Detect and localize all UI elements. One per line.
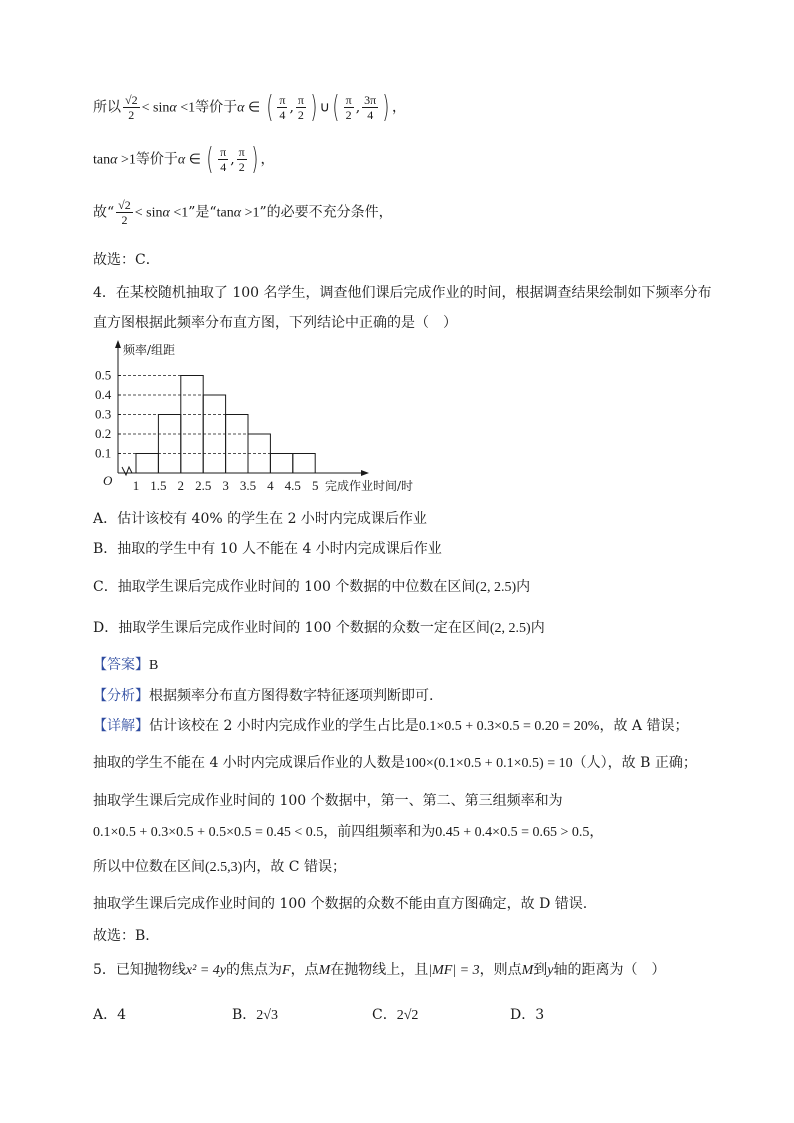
q4-option-c: C．抽取学生课后完成作业时间的 100 个数据的中位数在区间(2, 2.5)内 bbox=[93, 579, 531, 595]
q4-option-d: D．抽取学生课后完成作业时间的 100 个数据的众数一定在区间(2, 2.5)内 bbox=[93, 620, 545, 636]
x-tick-label: 1 bbox=[132, 478, 140, 493]
q4-final: 故选：B. bbox=[93, 928, 150, 944]
x-axis-arrow bbox=[361, 470, 369, 476]
origin-label: O bbox=[103, 473, 113, 488]
histogram-bar bbox=[181, 376, 203, 474]
q4-detail-3: 抽取学生课后完成作业时间的 100 个数据中，第一、第二、第三组频率和为 bbox=[93, 793, 563, 809]
y-tick-label: 0.2 bbox=[95, 426, 112, 441]
q5-option-a: A．4 bbox=[93, 1007, 127, 1023]
histogram-bar bbox=[136, 454, 158, 474]
y-axis-label: 频率/组距 bbox=[123, 343, 176, 357]
q4-detail-4: 0.1×0.5 + 0.3×0.5 + 0.5×0.5 = 0.45 < 0.5，前四组频率和为0.45 + 0.4×0.5 = 0.65 > 0.5， bbox=[93, 824, 604, 840]
histogram-bar bbox=[293, 454, 315, 474]
histogram-bars bbox=[136, 376, 315, 474]
q4-detail-1: 【详解】估计该校在 2 小时内完成作业的学生占比是0.1×0.5 + 0.3×0.5 = 0.20 = 20%，故 A 错误； bbox=[93, 718, 689, 734]
q5-option-d: D．3 bbox=[510, 1007, 545, 1023]
x-tick-label: 4.5 bbox=[284, 478, 301, 493]
y-tick-label: 0.3 bbox=[95, 406, 112, 422]
q4-detail-6: 抽取学生课后完成作业时间的 100 个数据的众数不能由直方图确定，故 D 错误. bbox=[93, 896, 588, 912]
q4-option-a: A．估计该校有 40% 的学生在 2 小时内完成课后作业 bbox=[93, 511, 427, 527]
y-tick-label: 0.5 bbox=[95, 367, 112, 383]
x-tick-label: 2 bbox=[177, 478, 185, 493]
x-tick-label: 3.5 bbox=[239, 478, 257, 493]
line-tan-range: tanα >1等价于α ∈ ( $\frac{\pi}{4}$ , $\frac{\pi}{2}$ ) ， bbox=[93, 141, 275, 177]
y-tick-label: 0.4 bbox=[95, 387, 112, 402]
x-tick-label: 5 bbox=[311, 478, 319, 493]
q4-analysis: 【分析】根据频率分布直方图得数字特征逐项判断即可. bbox=[93, 688, 434, 704]
x-axis-label: 完成作业时间/时 bbox=[325, 479, 414, 493]
line-sin-range: 所以 $\frac{√2}{2}$ < sinα <1等价于α ∈ ( $\frac{\pi}{4}$ , $\frac{\pi}{2}$ ) ∪( $\frac{\pi}{2}$ , $\frac{3\pi}{4}$ ) ， bbox=[93, 89, 406, 125]
q4-stem-1: 4．在某校随机抽取了 100 名学生，调查他们课后完成作业的时间，根据调查结果绘制如下频率分布 bbox=[93, 285, 712, 301]
x-tick-label: 2.5 bbox=[195, 478, 212, 493]
histogram-guides bbox=[118, 376, 293, 454]
frequency-histogram bbox=[93, 340, 453, 500]
q4-answer: 【答案】B bbox=[93, 657, 159, 673]
line-conclusion: 故“ $\frac{√2}{2}$ < sinα <1”是“tanα >1”的必要不充分条件， bbox=[93, 198, 393, 227]
histogram-axes bbox=[115, 340, 369, 476]
prev-answer: 故选：C． bbox=[93, 252, 160, 268]
axis-break bbox=[122, 467, 132, 475]
q5-option-c: C．2√2 bbox=[372, 1007, 419, 1023]
histogram-bar bbox=[270, 454, 292, 474]
histogram-bar bbox=[158, 415, 180, 474]
x-tick-label: 3 bbox=[222, 478, 229, 493]
q4-stem-2: 直方图根据此频率分布直方图，下列结论中正确的是（ ） bbox=[93, 315, 457, 331]
q4-detail-5: 所以中位数在区间(2.5,3)内，故 C 错误； bbox=[93, 859, 346, 875]
q4-detail-2: 抽取的学生不能在 4 小时内完成课后作业的人数是100×(0.1×0.5 + 0.1×0.5) = 10（人），故 B 正确； bbox=[93, 755, 697, 771]
histogram-labels bbox=[95, 342, 413, 493]
q5-stem: 5．已知抛物线x² = 4y的焦点为F，点M在抛物线上，且|MF| = 3，则点M到y轴的距离为（ ） bbox=[93, 962, 666, 978]
q4-option-b: B．抽取的学生中有 10 人不能在 4 小时内完成课后作业 bbox=[93, 541, 442, 557]
y-tick-label: 0.1 bbox=[95, 445, 112, 461]
y-axis-arrow bbox=[115, 340, 121, 348]
x-tick-label: 1.5 bbox=[150, 478, 167, 493]
q5-option-b: B．2√3 bbox=[232, 1007, 278, 1023]
histogram-bar bbox=[226, 415, 248, 474]
x-tick-label: 4 bbox=[267, 478, 274, 493]
